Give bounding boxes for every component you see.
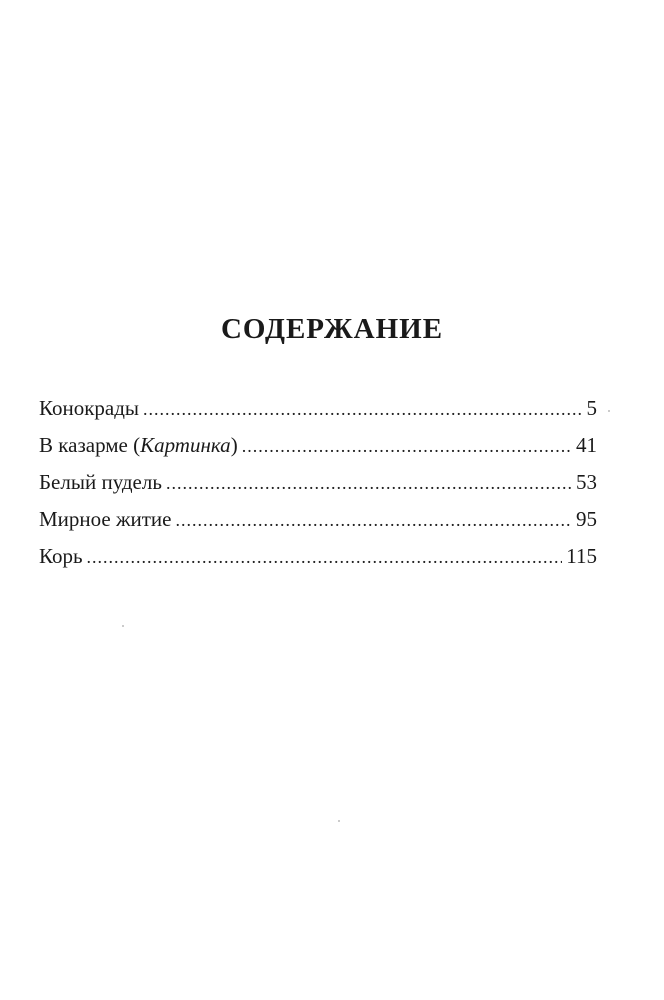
entry-subtitle-italic: Картинка [140, 433, 231, 457]
page-title: СОДЕРЖАНИЕ [220, 313, 444, 346]
dot-leader [242, 428, 572, 465]
toc-entry [39, 390, 597, 427]
entry-title-text: В казарме ( [39, 433, 141, 457]
paper-speck [338, 820, 340, 822]
entry-title-text: Белый пудель [39, 470, 162, 494]
toc-entry [39, 538, 597, 575]
toc-entry [39, 501, 597, 538]
toc-page-number: 53 [576, 470, 597, 494]
toc-page-number: 41 [576, 433, 597, 457]
dot-leader [175, 502, 572, 539]
dot-leader [143, 391, 582, 428]
toc-entry-title [39, 464, 162, 501]
toc-entry-title [39, 501, 171, 538]
paper-speck [122, 625, 124, 627]
toc-page-number: 95 [576, 507, 597, 531]
entry-closing-paren: ) [230, 433, 238, 457]
paper-speck [608, 410, 610, 412]
toc-entry [39, 464, 597, 501]
toc-page-number: 115 [566, 544, 597, 568]
entry-title-text: Корь [39, 544, 83, 568]
dot-leader [166, 465, 572, 502]
entry-title-text: Конокрады [39, 396, 140, 420]
toc-entry-title [39, 538, 83, 575]
dot-leader [87, 539, 563, 576]
table-of-contents [39, 390, 597, 575]
toc-entry-title [39, 390, 139, 427]
entry-title-text: Мирное житие [39, 507, 172, 531]
toc-entry [39, 427, 597, 464]
toc-page-number: 5 [586, 396, 597, 420]
toc-entry-title [39, 427, 238, 464]
